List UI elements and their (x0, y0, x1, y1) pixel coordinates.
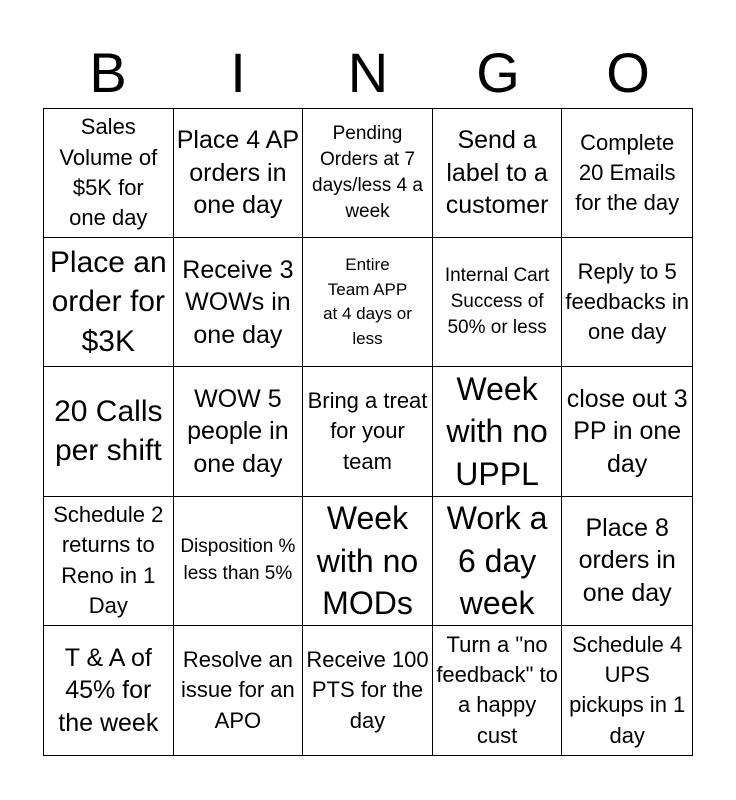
bingo-cell[interactable] (174, 626, 304, 755)
cell-text: close out 3 PP in one day (566, 384, 688, 478)
bingo-cell[interactable] (174, 109, 304, 238)
bingo-cell[interactable] (562, 238, 692, 367)
cell-text: Disposition % less than 5% (180, 536, 296, 584)
cell-text: Reply to 5 feedbacks in one day (565, 258, 689, 345)
bingo-cell[interactable] (44, 238, 174, 367)
bingo-cell[interactable] (562, 497, 692, 626)
bingo-cell[interactable] (562, 367, 692, 496)
bingo-cell[interactable] (44, 367, 174, 496)
cell-text: Place 4 AP orders in one day (176, 126, 300, 220)
cell-text: Week with no MODs (316, 500, 419, 621)
title-letter-g: G (476, 41, 520, 104)
cell-text: WOW 5 people in one day (187, 384, 289, 478)
cell-text: Pending Orders at 7 days/less 4 a week (312, 122, 423, 223)
cell-text: Work a 6 day week (446, 500, 548, 621)
bingo-cell[interactable] (44, 109, 174, 238)
title-letter-n: N (347, 41, 389, 104)
bingo-cell[interactable] (303, 238, 433, 367)
cell-text: Sales Volume of $5K for one day (59, 114, 158, 231)
cell-text: Entire Team APP at 4 days or less (323, 255, 412, 348)
cell-text: Schedule 2 returns to Reno in 1 Day (53, 501, 164, 619)
bingo-cell[interactable] (433, 109, 563, 238)
cell-text: Schedule 4 UPS pickups in 1 day (569, 631, 686, 748)
bingo-cell[interactable] (44, 626, 174, 755)
cell-text: Turn a "no feedback" to a happy cust (436, 631, 558, 748)
bingo-cell[interactable] (562, 109, 692, 238)
cell-text: Bring a treat for your team (307, 387, 428, 474)
cell-text: Internal Cart Success of 50% or less (444, 264, 550, 339)
bingo-cell[interactable] (174, 238, 304, 367)
bingo-cell[interactable] (433, 238, 563, 367)
bingo-title (43, 38, 693, 108)
cell-text: Send a label to a customer (445, 126, 549, 220)
bingo-cell[interactable] (433, 497, 563, 626)
bingo-cell[interactable] (174, 497, 304, 626)
cell-text: T & A of 45% for the week (58, 643, 159, 737)
cell-text: Receive 100 PTS for the day (306, 646, 429, 733)
bingo-cell[interactable] (303, 367, 433, 496)
bingo-cell[interactable] (433, 367, 563, 496)
title-letter-i: I (230, 41, 246, 104)
bingo-cell[interactable] (303, 109, 433, 238)
cell-text: Week with no UPPL (446, 371, 548, 492)
cell-text: Complete 20 Emails for the day (575, 129, 680, 216)
cell-text: Resolve an issue for an APO (181, 646, 295, 733)
bingo-cell[interactable] (562, 626, 692, 755)
bingo-cell[interactable] (44, 497, 174, 626)
bingo-board (43, 108, 693, 756)
cell-text: 20 Calls per shift (54, 394, 163, 468)
bingo-cell[interactable] (433, 626, 563, 755)
bingo-cell[interactable] (174, 367, 304, 496)
cell-text: Receive 3 WOWs in one day (182, 255, 294, 349)
cell-text: Place an order for $3K (49, 245, 167, 359)
title-letter-o: O (606, 41, 650, 104)
title-letter-b: B (89, 41, 127, 104)
bingo-cell[interactable] (303, 497, 433, 626)
bingo-cell[interactable] (303, 626, 433, 755)
cell-text: Place 8 orders in one day (578, 513, 676, 607)
